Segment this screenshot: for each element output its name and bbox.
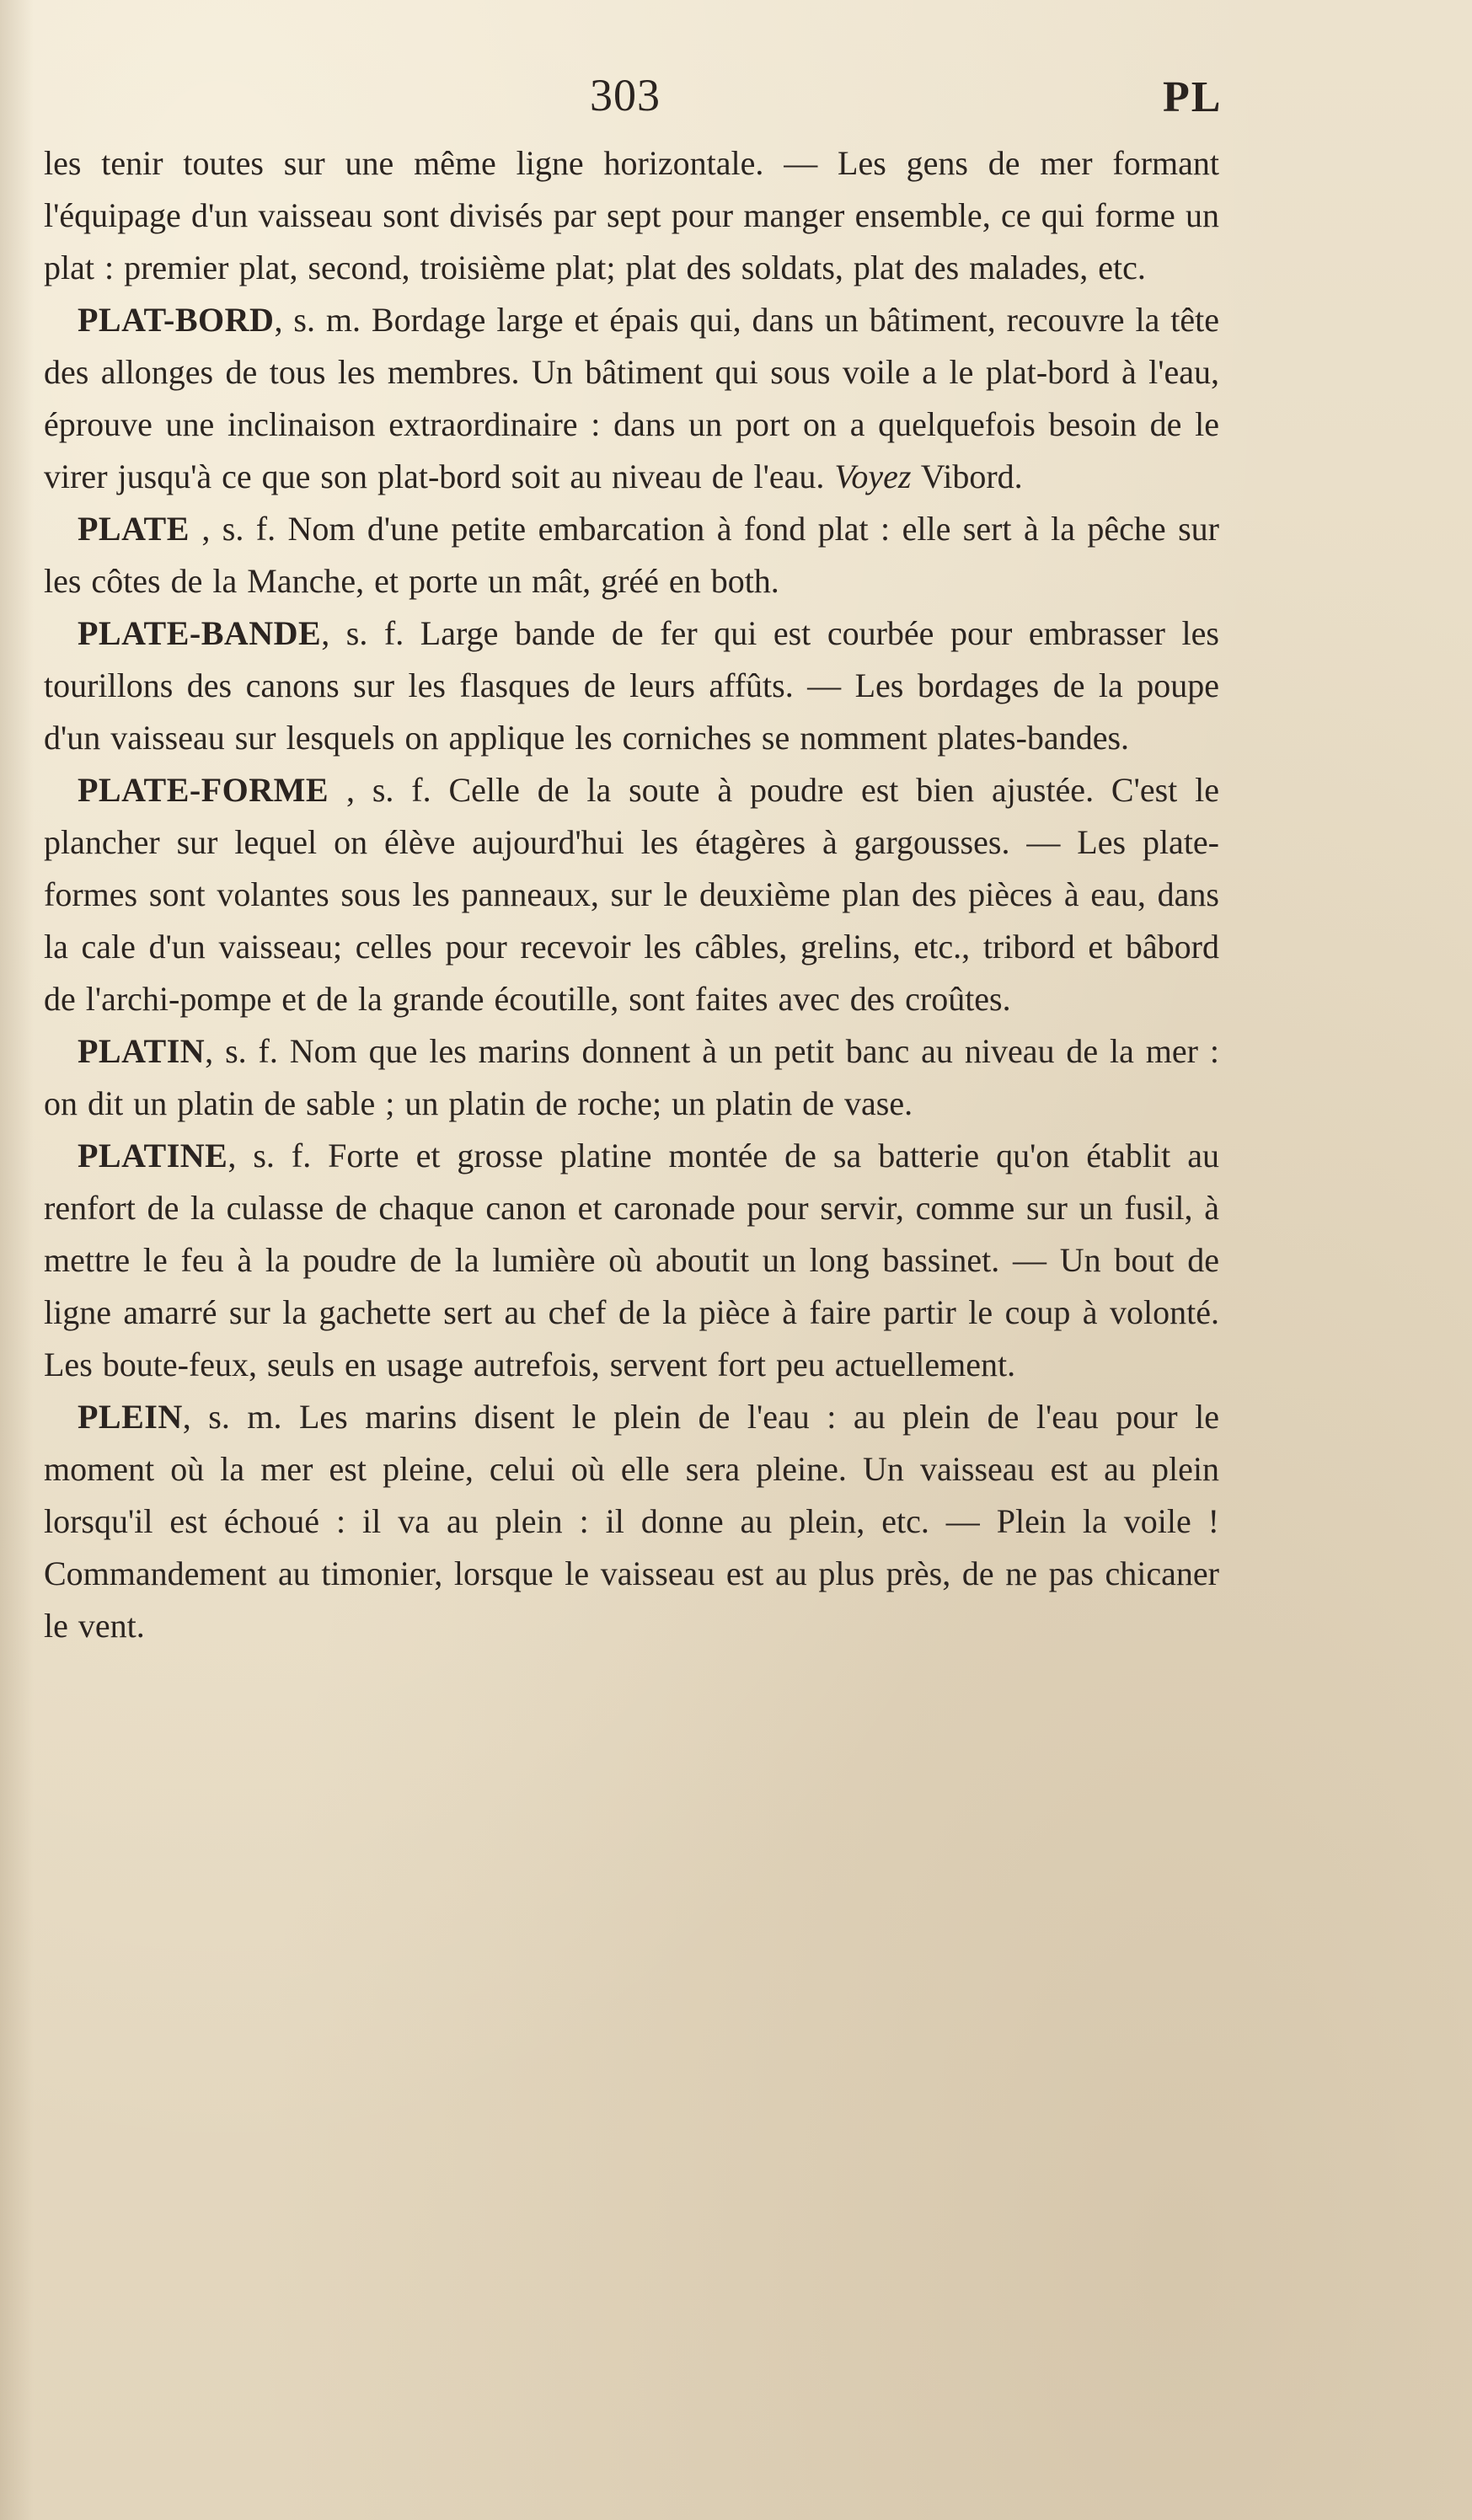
see-reference: Voyez <box>834 457 912 495</box>
entry-platine <box>44 1130 1219 1391</box>
entry-headword: PLATE-BANDE <box>78 614 322 652</box>
entry-headword: PLATE <box>78 510 190 548</box>
entry-headword: PLATE-FORME <box>78 771 329 809</box>
page-header <box>0 69 1472 136</box>
entry-headword: PLEIN <box>78 1398 183 1436</box>
entry-plate-forme <box>44 764 1219 1025</box>
page-number: 303 <box>590 70 661 120</box>
entry-body: , s. f. Forte et grosse platine montée de sa batterie qu'on établit au renfort de la culasse de chaque canon et caronade pour servir, comme sur un fusil, à mettre le feu à la poudre de la lumière où aboutit un long bassinet. — Un bout de ligne amarré sur la gachette sert au chef de la pièce à faire partir le coup à volonté. Les boute-feux, seuls en usage autrefois, servent fort peu actuellement. <box>44 1137 1219 1383</box>
entry-body: , s. f. Nom d'une petite embarcation à fond plat : elle sert à la pêche sur les côtes de la Manche, et porte un mât, gréé en both. <box>44 510 1219 600</box>
dictionary-text <box>44 137 1219 1652</box>
entry-body: , s. f. Large bande de fer qui est courbée pour embrasser les tourillons des canons sur les flasques de leurs affûts. — Les bordages de la poupe d'un vaisseau sur lesquels on applique les corniches se nomment plates-bandes. <box>44 614 1219 757</box>
entry-continuation <box>44 137 1219 294</box>
entry-plate <box>44 503 1219 607</box>
entry-plat-bord <box>44 294 1219 503</box>
entry-tail: Vibord. <box>911 457 1023 495</box>
entry-headword: PLATIN <box>78 1032 206 1070</box>
entry-body: , s. f. Celle de la soute à poudre est bien ajustée. C'est le plancher sur lequel on élève aujourd'hui les étagères à gargousses. — Les plate-formes sont volantes sous les panneaux, sur le deuxième plan des pièces à eau, dans la cale d'un vaisseau; celles pour recevoir les câbles, grelins, etc., tribord et bâbord de l'archi-pompe et de la grande écoutille, sont faites avec des croûtes. <box>44 771 1219 1018</box>
entry-plate-bande <box>44 607 1219 764</box>
entry-body: les tenir toutes sur une même ligne horizontale. — Les gens de mer formant l'équipage d'un vaisseau sont divisés par sept pour manger ensemble, ce qui forme un plat : premier plat, second, troisième plat; plat des soldats, plat des malades, etc. <box>44 144 1219 286</box>
entry-plein <box>44 1391 1219 1652</box>
entry-body: , s. f. Nom que les marins donnent à un petit banc au niveau de la mer : on dit un platin de sable ; un platin de roche; un platin de vase. <box>44 1032 1219 1122</box>
entry-body: , s. m. Les marins disent le plein de l'eau : au plein de l'eau pour le moment où la mer est pleine, celui où elle sera pleine. Un vaisseau est au plein lorsqu'il est échoué : il va au plein : il donne au plein, etc. — Plein la voile ! Commandement au timonier, lorsque le vaisseau est au plus près, de ne pas chicaner le vent. <box>44 1398 1219 1645</box>
entry-platin <box>44 1025 1219 1130</box>
entry-body: , s. m. Bordage large et épais qui, dans un bâtiment, recouvre la tête des allonges de tous les membres. Un bâtiment qui sous voile a le plat-bord à l'eau, éprouve une inclinaison extraordinaire : dans un port on a quelquefois besoin de le virer jusqu'à ce que son plat-bord soit au niveau de l'eau. <box>44 301 1219 495</box>
entry-headword: PLATINE <box>78 1137 228 1174</box>
running-head: PL <box>1163 73 1223 121</box>
entry-headword: PLAT-BORD <box>78 301 275 339</box>
